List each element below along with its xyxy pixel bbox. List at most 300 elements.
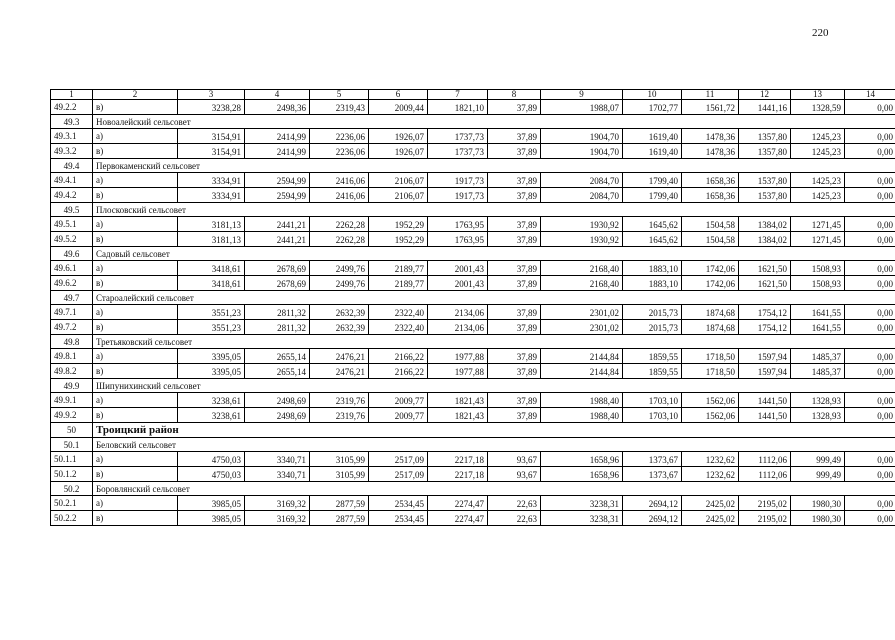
value-cell: 0,00 xyxy=(845,261,895,276)
row-label: в) xyxy=(93,511,178,526)
value-cell: 3238,31 xyxy=(541,496,623,511)
value-cell: 1271,45 xyxy=(791,232,845,247)
value-cell: 1619,40 xyxy=(623,144,682,159)
district-name: Троицкий район xyxy=(93,423,895,438)
value-cell: 1703,10 xyxy=(623,393,682,408)
value-cell: 0,00 xyxy=(845,305,895,320)
value-cell: 2168,40 xyxy=(541,276,623,291)
value-cell: 2189,77 xyxy=(369,276,428,291)
value-cell: 2811,32 xyxy=(245,305,310,320)
value-cell: 0,00 xyxy=(845,349,895,364)
value-cell: 37,89 xyxy=(488,393,541,408)
value-cell: 0,00 xyxy=(845,100,895,115)
value-cell: 1478,36 xyxy=(682,129,739,144)
value-cell: 1904,70 xyxy=(541,144,623,159)
section-header-row xyxy=(51,482,895,496)
value-cell: 2694,12 xyxy=(623,511,682,526)
value-cell: 2195,02 xyxy=(739,511,791,526)
value-cell: 2534,45 xyxy=(369,511,428,526)
value-cell: 2262,28 xyxy=(310,232,369,247)
section-header-row xyxy=(51,335,895,349)
page-number: 220 xyxy=(812,27,829,39)
column-number-cell: 13 xyxy=(791,90,845,100)
value-cell: 1742,06 xyxy=(682,276,739,291)
value-cell: 3181,13 xyxy=(178,232,245,247)
section-name: Плосковский сельсовет xyxy=(93,203,895,217)
table-row xyxy=(51,217,895,232)
value-cell: 2498,36 xyxy=(245,100,310,115)
value-cell: 1328,59 xyxy=(791,100,845,115)
value-cell: 0,00 xyxy=(845,511,895,526)
value-cell: 2476,21 xyxy=(310,349,369,364)
value-cell: 37,89 xyxy=(488,305,541,320)
row-label: а) xyxy=(93,173,178,188)
value-cell: 1441,50 xyxy=(739,393,791,408)
row-code: 50.2.2 xyxy=(51,511,93,526)
section-name: Шипунихинский сельсовет xyxy=(93,379,895,393)
value-cell: 1917,73 xyxy=(428,188,488,203)
value-cell: 2632,39 xyxy=(310,305,369,320)
section-name: Беловский сельсовет xyxy=(93,438,895,452)
tariff-table xyxy=(50,89,895,526)
value-cell: 0,00 xyxy=(845,452,895,467)
value-cell: 3334,91 xyxy=(178,188,245,203)
section-header-row xyxy=(51,247,895,261)
value-cell: 3418,61 xyxy=(178,261,245,276)
value-cell: 1641,55 xyxy=(791,320,845,335)
row-code: 49.8.1 xyxy=(51,349,93,364)
section-name: Первокаменский сельсовет xyxy=(93,159,895,173)
table-row xyxy=(51,261,895,276)
value-cell: 2009,77 xyxy=(369,408,428,423)
value-cell: 999,49 xyxy=(791,467,845,482)
value-cell: 2168,40 xyxy=(541,261,623,276)
value-cell: 1799,40 xyxy=(623,173,682,188)
value-cell: 1980,30 xyxy=(791,496,845,511)
value-cell: 1425,23 xyxy=(791,188,845,203)
value-cell: 4750,03 xyxy=(178,467,245,482)
value-cell: 1441,16 xyxy=(739,100,791,115)
value-cell: 1485,37 xyxy=(791,349,845,364)
value-cell: 2877,59 xyxy=(310,511,369,526)
table-row xyxy=(51,496,895,511)
value-cell: 3340,71 xyxy=(245,467,310,482)
value-cell: 0,00 xyxy=(845,232,895,247)
value-cell: 1874,68 xyxy=(682,305,739,320)
table-row xyxy=(51,408,895,423)
value-cell: 3340,71 xyxy=(245,452,310,467)
value-cell: 37,89 xyxy=(488,349,541,364)
value-cell: 1658,96 xyxy=(541,467,623,482)
value-cell: 1702,77 xyxy=(623,100,682,115)
column-number-cell: 3 xyxy=(178,90,245,100)
value-cell: 1425,23 xyxy=(791,173,845,188)
column-number-cell: 7 xyxy=(428,90,488,100)
value-cell: 1537,80 xyxy=(739,188,791,203)
value-cell: 0,00 xyxy=(845,320,895,335)
value-cell: 3238,28 xyxy=(178,100,245,115)
value-cell: 1883,10 xyxy=(623,276,682,291)
row-code: 49.5.2 xyxy=(51,232,93,247)
value-cell: 2594,99 xyxy=(245,173,310,188)
value-cell: 0,00 xyxy=(845,217,895,232)
value-cell: 3334,91 xyxy=(178,173,245,188)
value-cell: 2499,76 xyxy=(310,261,369,276)
value-cell: 3181,13 xyxy=(178,217,245,232)
value-cell: 3551,23 xyxy=(178,305,245,320)
value-cell: 1977,88 xyxy=(428,349,488,364)
value-cell: 2236,06 xyxy=(310,144,369,159)
value-cell: 2632,39 xyxy=(310,320,369,335)
value-cell: 1112,06 xyxy=(739,467,791,482)
value-cell: 2015,73 xyxy=(623,320,682,335)
value-cell: 2166,22 xyxy=(369,364,428,379)
value-cell: 0,00 xyxy=(845,496,895,511)
section-header-row xyxy=(51,291,895,305)
value-cell: 2134,06 xyxy=(428,320,488,335)
row-label: в) xyxy=(93,408,178,423)
district-header-row xyxy=(51,423,895,438)
table-row xyxy=(51,129,895,144)
row-code: 49.3.2 xyxy=(51,144,93,159)
value-cell: 999,49 xyxy=(791,452,845,467)
value-cell: 1718,50 xyxy=(682,349,739,364)
value-cell: 1232,62 xyxy=(682,467,739,482)
value-cell: 0,00 xyxy=(845,188,895,203)
row-code: 49.4 xyxy=(51,159,93,173)
value-cell: 2694,12 xyxy=(623,496,682,511)
value-cell: 2322,40 xyxy=(369,305,428,320)
row-label: а) xyxy=(93,452,178,467)
value-cell: 1245,23 xyxy=(791,144,845,159)
value-cell: 3985,05 xyxy=(178,511,245,526)
value-cell: 1658,96 xyxy=(541,452,623,467)
value-cell: 1799,40 xyxy=(623,188,682,203)
value-cell: 1504,58 xyxy=(682,217,739,232)
value-cell: 2425,02 xyxy=(682,511,739,526)
row-code: 49.8 xyxy=(51,335,93,349)
value-cell: 3154,91 xyxy=(178,129,245,144)
value-cell: 37,89 xyxy=(488,320,541,335)
value-cell: 2015,73 xyxy=(623,305,682,320)
value-cell: 37,89 xyxy=(488,217,541,232)
value-cell: 1232,62 xyxy=(682,452,739,467)
value-cell: 2319,76 xyxy=(310,408,369,423)
value-cell: 1988,40 xyxy=(541,393,623,408)
value-cell: 1621,50 xyxy=(739,261,791,276)
value-cell: 2009,77 xyxy=(369,393,428,408)
value-cell: 1508,93 xyxy=(791,276,845,291)
value-cell: 2534,45 xyxy=(369,496,428,511)
value-cell: 0,00 xyxy=(845,364,895,379)
row-code: 49.9.1 xyxy=(51,393,93,408)
value-cell: 2236,06 xyxy=(310,129,369,144)
value-cell: 1904,70 xyxy=(541,129,623,144)
value-cell: 22,63 xyxy=(488,496,541,511)
value-cell: 1658,36 xyxy=(682,173,739,188)
value-cell: 1328,93 xyxy=(791,393,845,408)
value-cell: 2274,47 xyxy=(428,511,488,526)
value-cell: 1763,95 xyxy=(428,217,488,232)
value-cell: 1384,02 xyxy=(739,217,791,232)
table-row xyxy=(51,144,895,159)
value-cell: 2262,28 xyxy=(310,217,369,232)
value-cell: 1441,50 xyxy=(739,408,791,423)
value-cell: 2189,77 xyxy=(369,261,428,276)
value-cell: 37,89 xyxy=(488,276,541,291)
value-cell: 2106,07 xyxy=(369,173,428,188)
value-cell: 2217,18 xyxy=(428,452,488,467)
column-number-cell: 12 xyxy=(739,90,791,100)
table-row xyxy=(51,232,895,247)
value-cell: 2416,06 xyxy=(310,188,369,203)
value-cell: 37,89 xyxy=(488,173,541,188)
value-cell: 93,67 xyxy=(488,467,541,482)
value-cell: 2274,47 xyxy=(428,496,488,511)
value-cell: 2476,21 xyxy=(310,364,369,379)
row-code: 49.4.2 xyxy=(51,188,93,203)
section-name: Староалейский сельсовет xyxy=(93,291,895,305)
row-code: 49.7.1 xyxy=(51,305,93,320)
row-code: 49.7 xyxy=(51,291,93,305)
value-cell: 0,00 xyxy=(845,393,895,408)
value-cell: 1930,92 xyxy=(541,217,623,232)
value-cell: 1561,72 xyxy=(682,100,739,115)
row-label: в) xyxy=(93,467,178,482)
value-cell: 2319,76 xyxy=(310,393,369,408)
value-cell: 2009,44 xyxy=(369,100,428,115)
value-cell: 2217,18 xyxy=(428,467,488,482)
value-cell: 1504,58 xyxy=(682,232,739,247)
value-cell: 2498,69 xyxy=(245,393,310,408)
value-cell: 1621,50 xyxy=(739,276,791,291)
table-row xyxy=(51,305,895,320)
value-cell: 37,89 xyxy=(488,261,541,276)
value-cell: 2425,02 xyxy=(682,496,739,511)
value-cell: 2655,14 xyxy=(245,349,310,364)
value-cell: 2441,21 xyxy=(245,217,310,232)
table-row xyxy=(51,393,895,408)
value-cell: 1763,95 xyxy=(428,232,488,247)
value-cell: 1930,92 xyxy=(541,232,623,247)
value-cell: 3418,61 xyxy=(178,276,245,291)
value-cell: 1883,10 xyxy=(623,261,682,276)
value-cell: 2084,70 xyxy=(541,173,623,188)
value-cell: 2414,99 xyxy=(245,144,310,159)
section-header-row xyxy=(51,379,895,393)
value-cell: 2322,40 xyxy=(369,320,428,335)
value-cell: 2301,02 xyxy=(541,305,623,320)
value-cell: 2877,59 xyxy=(310,496,369,511)
row-code: 49.9.2 xyxy=(51,408,93,423)
section-header-row xyxy=(51,115,895,129)
value-cell: 1658,36 xyxy=(682,188,739,203)
value-cell: 1508,93 xyxy=(791,261,845,276)
table-row xyxy=(51,320,895,335)
value-cell: 2106,07 xyxy=(369,188,428,203)
section-name: Боровлянский сельсовет xyxy=(93,482,895,496)
value-cell: 1357,80 xyxy=(739,129,791,144)
value-cell: 2811,32 xyxy=(245,320,310,335)
value-cell: 1821,10 xyxy=(428,100,488,115)
column-number-cell: 1 xyxy=(51,90,93,100)
section-name: Садовый сельсовет xyxy=(93,247,895,261)
row-code: 49.6 xyxy=(51,247,93,261)
section-name: Третьяковский сельсовет xyxy=(93,335,895,349)
value-cell: 1328,93 xyxy=(791,408,845,423)
value-cell: 3395,05 xyxy=(178,349,245,364)
value-cell: 2084,70 xyxy=(541,188,623,203)
value-cell: 1737,73 xyxy=(428,144,488,159)
value-cell: 1112,06 xyxy=(739,452,791,467)
row-code: 49.3 xyxy=(51,115,93,129)
value-cell: 37,89 xyxy=(488,100,541,115)
value-cell: 22,63 xyxy=(488,511,541,526)
value-cell: 3395,05 xyxy=(178,364,245,379)
value-cell: 3238,61 xyxy=(178,393,245,408)
value-cell: 2001,43 xyxy=(428,276,488,291)
row-code: 50.2.1 xyxy=(51,496,93,511)
value-cell: 2301,02 xyxy=(541,320,623,335)
value-cell: 1737,73 xyxy=(428,129,488,144)
value-cell: 1988,07 xyxy=(541,100,623,115)
section-header-row xyxy=(51,159,895,173)
row-code: 49.6.2 xyxy=(51,276,93,291)
value-cell: 1645,62 xyxy=(623,232,682,247)
value-cell: 1821,43 xyxy=(428,393,488,408)
section-header-row xyxy=(51,438,895,452)
value-cell: 1952,29 xyxy=(369,232,428,247)
value-cell: 2001,43 xyxy=(428,261,488,276)
value-cell: 37,89 xyxy=(488,188,541,203)
value-cell: 1874,68 xyxy=(682,320,739,335)
row-code: 49.9 xyxy=(51,379,93,393)
value-cell: 37,89 xyxy=(488,129,541,144)
value-cell: 2655,14 xyxy=(245,364,310,379)
table-row xyxy=(51,173,895,188)
table-body xyxy=(51,90,895,526)
value-cell: 37,89 xyxy=(488,408,541,423)
value-cell: 1619,40 xyxy=(623,129,682,144)
value-cell: 2134,06 xyxy=(428,305,488,320)
value-cell: 1977,88 xyxy=(428,364,488,379)
column-number-row xyxy=(51,90,895,100)
row-code: 49.6.1 xyxy=(51,261,93,276)
value-cell: 1754,12 xyxy=(739,320,791,335)
row-label: а) xyxy=(93,393,178,408)
value-cell: 2414,99 xyxy=(245,129,310,144)
value-cell: 2166,22 xyxy=(369,349,428,364)
value-cell: 1373,67 xyxy=(623,467,682,482)
column-number-cell: 11 xyxy=(682,90,739,100)
value-cell: 1703,10 xyxy=(623,408,682,423)
value-cell: 1926,07 xyxy=(369,144,428,159)
value-cell: 2195,02 xyxy=(739,496,791,511)
value-cell: 1988,40 xyxy=(541,408,623,423)
value-cell: 1537,80 xyxy=(739,173,791,188)
value-cell: 1384,02 xyxy=(739,232,791,247)
value-cell: 4750,03 xyxy=(178,452,245,467)
row-label: в) xyxy=(93,144,178,159)
value-cell: 1821,43 xyxy=(428,408,488,423)
row-code: 49.5 xyxy=(51,203,93,217)
row-code: 49.5.1 xyxy=(51,217,93,232)
value-cell: 2678,69 xyxy=(245,261,310,276)
column-number-cell: 5 xyxy=(310,90,369,100)
row-code: 49.3.1 xyxy=(51,129,93,144)
row-code: 50.1 xyxy=(51,438,93,452)
value-cell: 2499,76 xyxy=(310,276,369,291)
value-cell: 2594,99 xyxy=(245,188,310,203)
value-cell: 1562,06 xyxy=(682,408,739,423)
row-code: 49.2.2 xyxy=(51,100,93,115)
table-row xyxy=(51,452,895,467)
value-cell: 0,00 xyxy=(845,467,895,482)
value-cell: 3238,61 xyxy=(178,408,245,423)
value-cell: 37,89 xyxy=(488,144,541,159)
value-cell: 3105,99 xyxy=(310,452,369,467)
value-cell: 1859,55 xyxy=(623,364,682,379)
value-cell: 1742,06 xyxy=(682,261,739,276)
row-label: а) xyxy=(93,261,178,276)
value-cell: 2416,06 xyxy=(310,173,369,188)
table-row xyxy=(51,364,895,379)
value-cell: 2144,84 xyxy=(541,349,623,364)
column-number-cell: 8 xyxy=(488,90,541,100)
value-cell: 2319,43 xyxy=(310,100,369,115)
row-code: 50 xyxy=(51,423,93,438)
value-cell: 3169,32 xyxy=(245,511,310,526)
value-cell: 1357,80 xyxy=(739,144,791,159)
row-code: 50.2 xyxy=(51,482,93,496)
value-cell: 1718,50 xyxy=(682,364,739,379)
value-cell: 1641,55 xyxy=(791,305,845,320)
table-row xyxy=(51,349,895,364)
column-number-cell: 14 xyxy=(845,90,895,100)
value-cell: 1645,62 xyxy=(623,217,682,232)
value-cell: 3105,99 xyxy=(310,467,369,482)
value-cell: 2517,09 xyxy=(369,467,428,482)
column-number-cell: 6 xyxy=(369,90,428,100)
value-cell: 1597,94 xyxy=(739,349,791,364)
value-cell: 2144,84 xyxy=(541,364,623,379)
row-label: а) xyxy=(93,349,178,364)
column-number-cell: 9 xyxy=(541,90,623,100)
row-code: 49.8.2 xyxy=(51,364,93,379)
value-cell: 1373,67 xyxy=(623,452,682,467)
row-label: в) xyxy=(93,364,178,379)
table-row xyxy=(51,100,895,115)
value-cell: 1271,45 xyxy=(791,217,845,232)
row-label: в) xyxy=(93,320,178,335)
section-header-row xyxy=(51,203,895,217)
value-cell: 93,67 xyxy=(488,452,541,467)
value-cell: 1917,73 xyxy=(428,173,488,188)
row-label: а) xyxy=(93,129,178,144)
value-cell: 1926,07 xyxy=(369,129,428,144)
value-cell: 0,00 xyxy=(845,129,895,144)
value-cell: 1478,36 xyxy=(682,144,739,159)
value-cell: 3154,91 xyxy=(178,144,245,159)
value-cell: 1245,23 xyxy=(791,129,845,144)
value-cell: 2498,69 xyxy=(245,408,310,423)
table-row xyxy=(51,511,895,526)
value-cell: 2441,21 xyxy=(245,232,310,247)
value-cell: 0,00 xyxy=(845,144,895,159)
table-row xyxy=(51,467,895,482)
row-code: 50.1.1 xyxy=(51,452,93,467)
section-name: Новоалейский сельсовет xyxy=(93,115,895,129)
